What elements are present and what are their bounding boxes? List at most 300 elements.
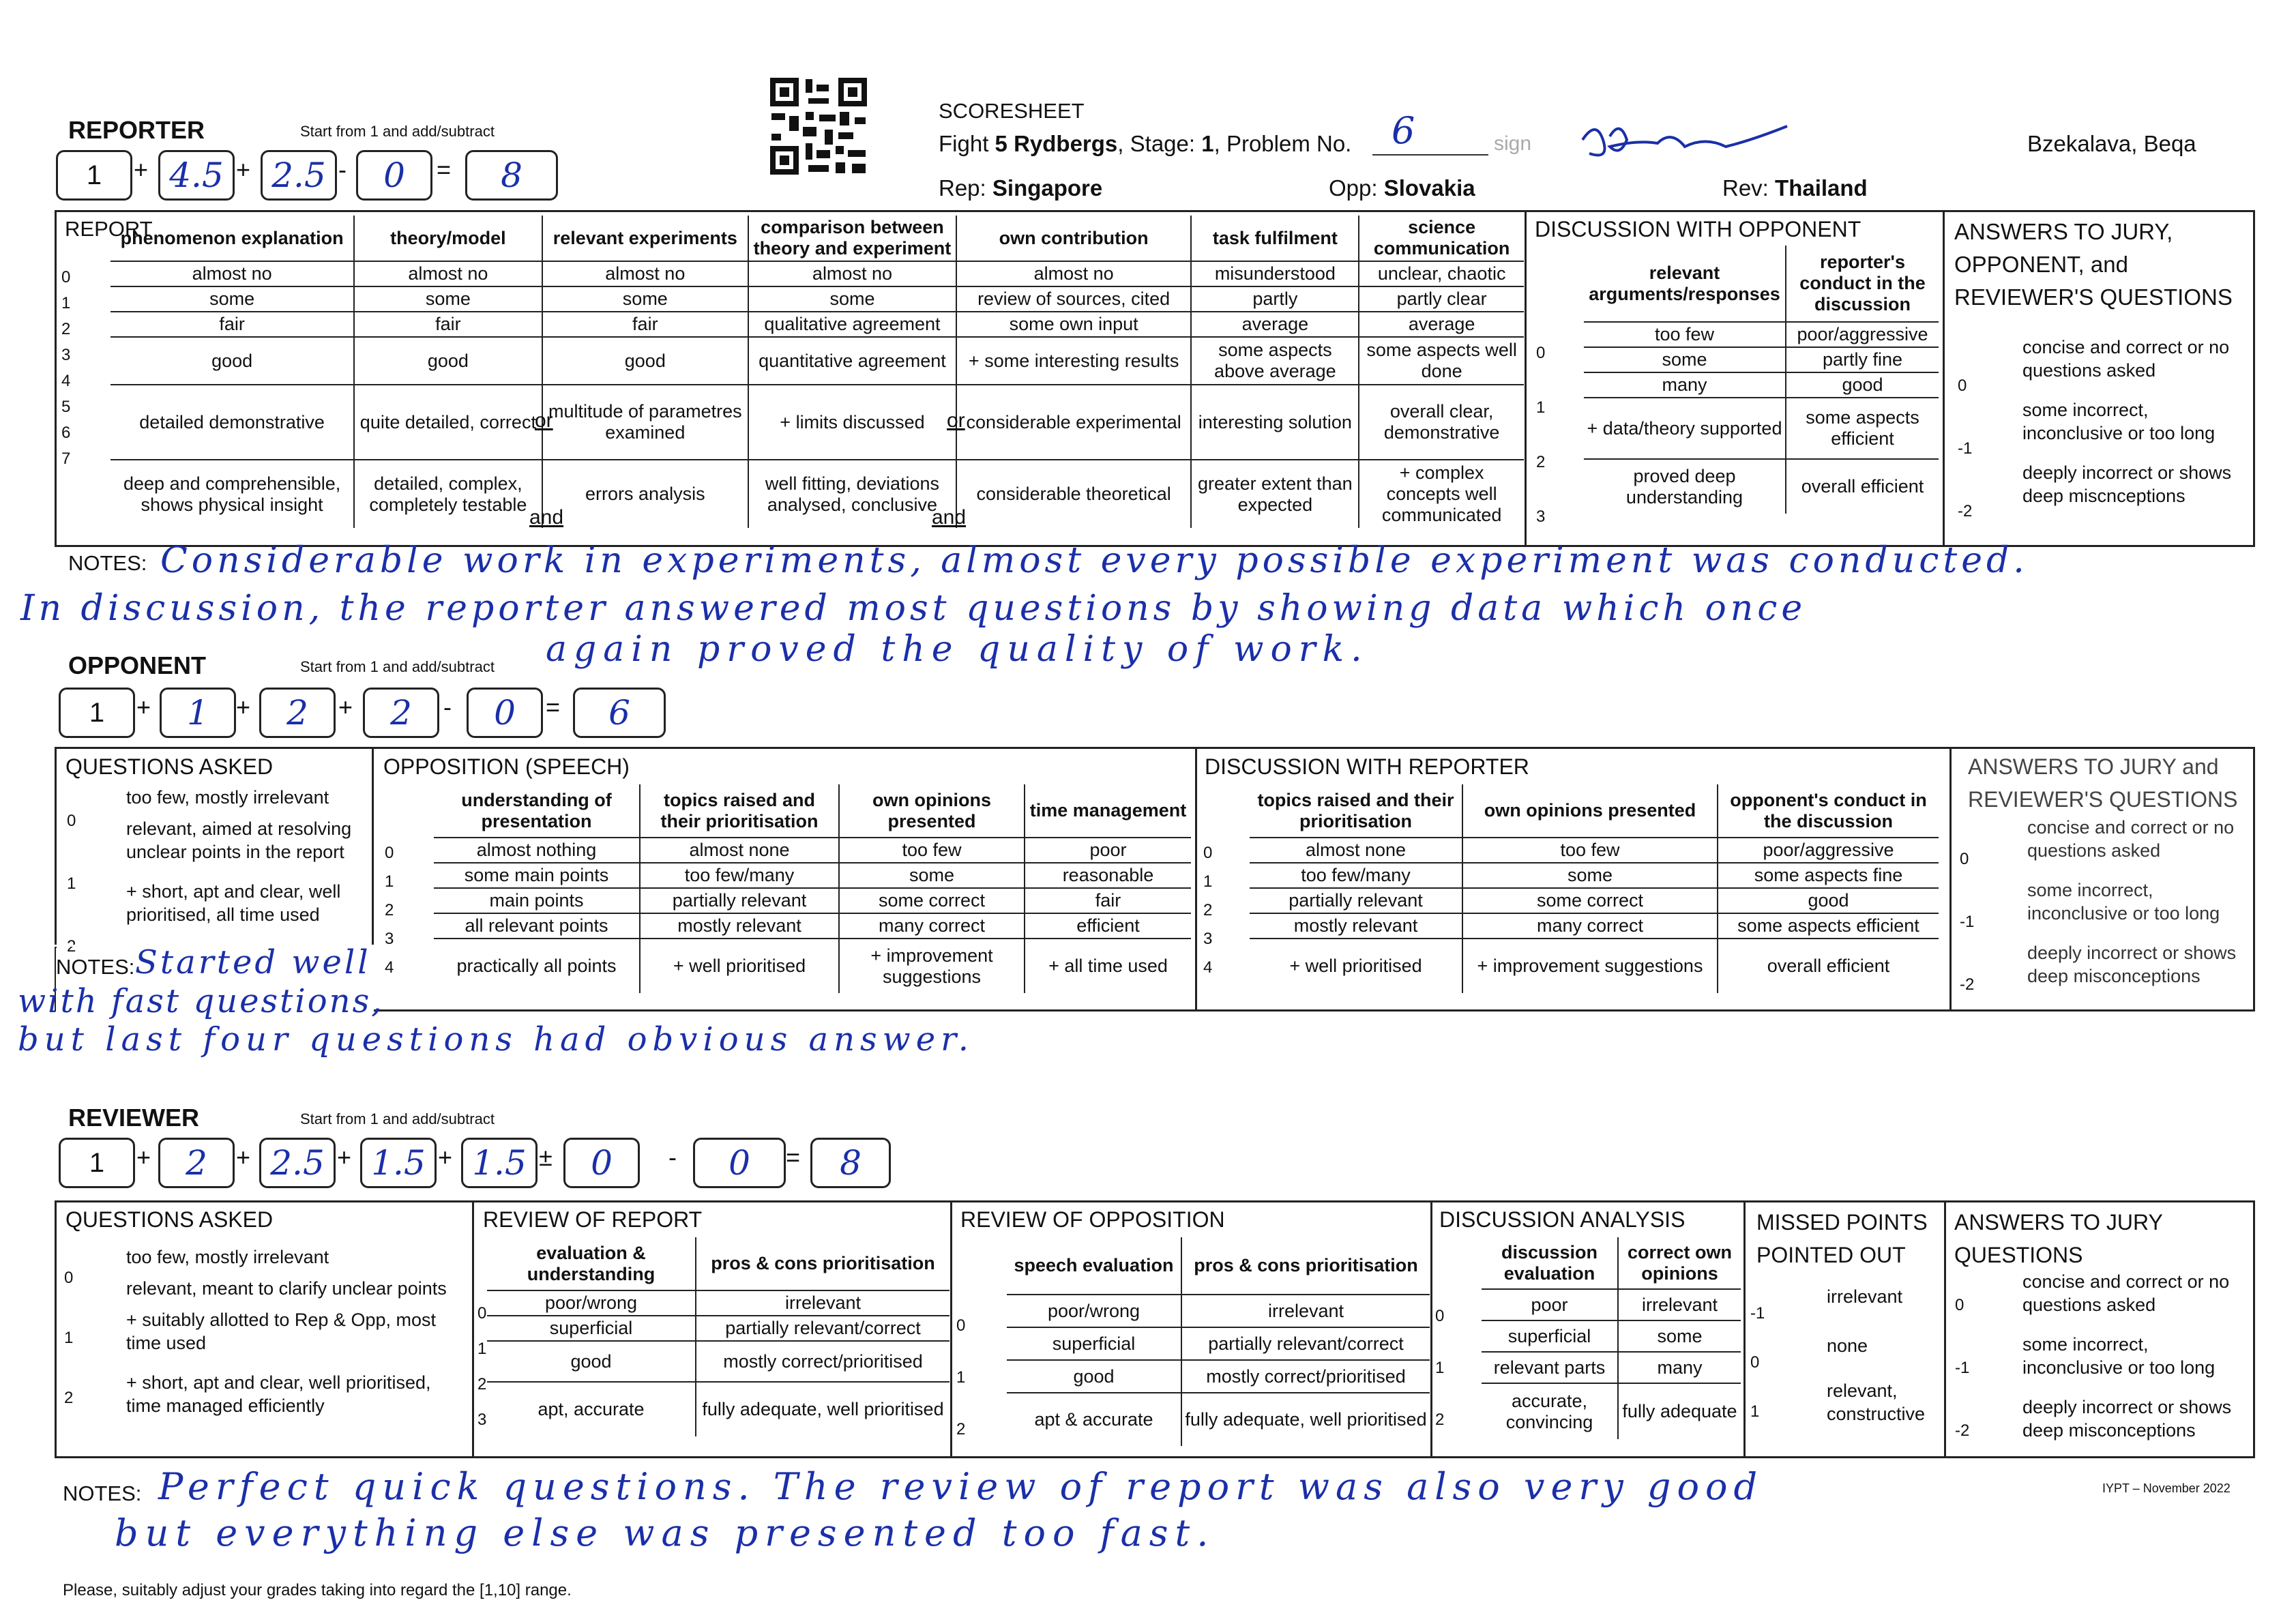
cell[interactable]: detailed demonstrative <box>111 385 354 460</box>
opp-questions-title: QUESTIONS ASKED <box>65 754 274 779</box>
cell[interactable]: poor/wrong <box>487 1290 696 1316</box>
reporter-title: REPORTER <box>68 116 205 144</box>
cell[interactable]: some <box>111 286 354 312</box>
opponent-total[interactable]: 6 <box>573 688 666 738</box>
opponent-score-d[interactable]: 0 <box>467 688 543 738</box>
cell[interactable]: fair <box>354 312 542 337</box>
signature <box>1569 113 1814 167</box>
cell[interactable]: + well prioritised <box>640 939 839 993</box>
cell[interactable]: some correct <box>1462 888 1718 913</box>
table-row <box>1482 1352 1741 1383</box>
reviewer-answers-title: ANSWERS TO JURY QUESTIONS <box>1954 1210 2163 1267</box>
row-num: 4 <box>385 958 394 977</box>
plus-sign: + <box>338 693 353 721</box>
minus-sign: - <box>338 156 347 183</box>
equals-sign: = <box>437 156 452 183</box>
opponent-score-a[interactable]: 1 <box>160 688 236 738</box>
opp-line <box>1329 175 1475 201</box>
row-num: 0 <box>385 844 394 862</box>
cell[interactable]: some <box>748 286 956 312</box>
cell[interactable]: well fitting, deviations analysed, conclusive <box>748 460 956 528</box>
cell[interactable]: quantitative agreement <box>748 337 956 385</box>
disc-reporter-title: DISCUSSION WITH REPORTER <box>1205 754 1529 779</box>
col-discussion-evaluation: discussion evaluation <box>1501 1241 1598 1284</box>
cell[interactable]: some <box>1584 347 1786 372</box>
disc-rep-numbers <box>1203 839 1212 982</box>
cell[interactable]: too few <box>1462 838 1718 863</box>
table-row <box>487 1382 950 1436</box>
or-label: or <box>535 409 553 432</box>
disc-reporter-table <box>1250 784 1939 993</box>
row-num: 0 <box>1750 1353 1760 1372</box>
table-row <box>111 261 1524 286</box>
opposition-table <box>434 784 1191 993</box>
opp-q-numbers <box>67 790 76 978</box>
cell[interactable]: superficial <box>487 1316 696 1341</box>
answer-option[interactable]: concise and correct or no questions asked <box>2027 817 2235 861</box>
cell[interactable]: irrelevant <box>696 1290 950 1316</box>
cell[interactable]: partly fine <box>1786 347 1939 372</box>
row-num: 3 <box>61 346 71 364</box>
cell[interactable]: poor/wrong <box>1007 1295 1181 1327</box>
reporter-base: 1 <box>56 150 132 201</box>
row-num: 7 <box>61 449 71 468</box>
cell[interactable]: poor/aggressive <box>1786 322 1939 347</box>
row-num: 4 <box>61 372 71 390</box>
row-num: 2 <box>1435 1411 1445 1429</box>
opposition-numbers <box>385 839 394 982</box>
cell[interactable]: almost no <box>956 261 1192 286</box>
cell[interactable]: some <box>354 286 542 312</box>
col-pros-cons: pros & cons prioritisation <box>696 1237 950 1290</box>
cell[interactable]: some aspects efficient <box>1718 913 1939 939</box>
row-num: 0 <box>1955 1296 1964 1314</box>
answer-option[interactable]: deeply incorrect or shows deep misconceptions <box>2022 1397 2232 1441</box>
row-num: 1 <box>385 872 394 891</box>
cell[interactable]: some main points <box>434 863 640 888</box>
table-row <box>434 939 1191 993</box>
col-opinions: own opinions presented <box>1462 784 1718 838</box>
cell[interactable]: many correct <box>1462 913 1718 939</box>
row-num: 0 <box>1960 850 1969 868</box>
table-row <box>1482 1383 1741 1439</box>
reporter-answers-title: ANSWERS TO JURY, OPPONENT, and REVIEWER'S QUESTIONS <box>1954 219 2233 310</box>
cell[interactable]: fully adequate <box>1618 1383 1741 1439</box>
opponent-hint: Start from 1 and add/subtract <box>300 658 495 675</box>
cell[interactable]: partly <box>1191 286 1359 312</box>
iypt-mark: IYPT – November 2022 <box>2102 1481 2231 1495</box>
cell[interactable]: detailed, complex, completely testable <box>354 460 542 528</box>
opp-label: Opp: <box>1329 175 1378 201</box>
col-speech-evaluation: speech evaluation <box>1014 1255 1174 1275</box>
cell[interactable]: some <box>542 286 749 312</box>
cell[interactable]: overall efficient <box>1718 939 1939 993</box>
cell[interactable]: all relevant points <box>434 913 640 939</box>
rr-numbers <box>477 1296 486 1438</box>
cell[interactable]: many <box>1618 1352 1741 1383</box>
answer-option[interactable]: deeply incorrect or shows deep miscnceptions <box>2022 462 2232 506</box>
review-report-title: REVIEW OF REPORT <box>483 1207 703 1232</box>
cell[interactable]: good <box>1718 888 1939 913</box>
cell[interactable]: overall clear, demonstrative <box>1359 385 1524 460</box>
cell[interactable]: apt, accurate <box>487 1382 696 1436</box>
row-num: 0 <box>1435 1307 1445 1325</box>
fight-name: Rydbergs <box>1014 131 1118 156</box>
reviewer-base: 1 <box>59 1138 135 1188</box>
answer-option[interactable]: some incorrect, inconclusive or too long <box>2022 400 2216 443</box>
rev-questions-title: QUESTIONS ASKED <box>65 1207 274 1232</box>
cell[interactable]: many correct <box>839 913 1025 939</box>
opponent-notes-label: NOTES: <box>56 955 135 979</box>
cell[interactable]: + improvement suggestions <box>1462 939 1718 993</box>
cell[interactable]: almost no <box>354 261 542 286</box>
divider <box>1949 747 1952 1012</box>
cell[interactable]: mostly relevant <box>1250 913 1462 939</box>
col-comparison: comparison between theory and experiment <box>748 216 956 261</box>
stage-label: Stage: <box>1130 131 1196 156</box>
cell[interactable]: + improvement suggestions <box>839 939 1025 993</box>
cell[interactable]: main points <box>434 888 640 913</box>
cell[interactable]: average <box>1359 312 1524 337</box>
plus-sign: + <box>134 156 149 183</box>
table-row <box>1250 888 1939 913</box>
row-num: 1 <box>61 294 71 312</box>
reviewer-note-line: but everything else was presented too fast. <box>115 1511 1216 1554</box>
and-label: and <box>932 506 967 529</box>
table-row <box>434 913 1191 939</box>
answer-option[interactable]: some incorrect, inconclusive or too long <box>2027 880 2220 924</box>
question-option[interactable]: relevant, aimed at resolving unclear points in the report <box>126 818 352 862</box>
cell[interactable]: irrelevant <box>1618 1289 1741 1320</box>
disc-opp-numbers <box>1536 326 1545 544</box>
cell[interactable]: + some interesting results <box>956 337 1192 385</box>
table-row <box>1250 838 1939 863</box>
cell[interactable]: good <box>1007 1360 1181 1393</box>
reviewer-score-a[interactable]: 2 <box>158 1138 235 1188</box>
report-criteria-table <box>111 216 1524 528</box>
problem-number: 6 <box>1392 109 1415 152</box>
cell[interactable]: average <box>1191 312 1359 337</box>
answers-numbers <box>1955 1274 1969 1462</box>
col-conduct: opponent's conduct in the discussion <box>1718 784 1939 838</box>
cell[interactable]: + all time used <box>1025 939 1191 993</box>
row-num: 2 <box>1536 453 1546 471</box>
cell[interactable]: practically all points <box>434 939 640 993</box>
opp-questions-list <box>126 786 365 934</box>
reviewer-score-f[interactable]: 0 <box>693 1138 786 1188</box>
cell[interactable]: good <box>111 337 354 385</box>
table-row <box>1007 1393 1430 1446</box>
divider <box>1525 210 1527 547</box>
cell[interactable]: efficient <box>1025 913 1191 939</box>
cell[interactable]: mostly correct/prioritised <box>696 1341 950 1382</box>
cell[interactable]: + data/theory supported <box>1584 398 1786 459</box>
divider <box>1430 1200 1432 1458</box>
table-row <box>1250 913 1939 939</box>
cell[interactable]: good <box>354 337 542 385</box>
reporter-score-c[interactable]: 0 <box>356 150 432 201</box>
missed-option[interactable]: relevant, constructive <box>1827 1381 1926 1424</box>
table-row <box>487 1316 950 1341</box>
reporter-score-b[interactable]: 2.5 <box>261 150 337 201</box>
cell[interactable]: good <box>542 337 749 385</box>
cell[interactable]: accurate, convincing <box>1482 1383 1618 1439</box>
answer-option[interactable]: some incorrect, inconclusive or too long <box>2022 1334 2216 1378</box>
row-num: 0 <box>1203 844 1213 862</box>
cell[interactable]: too few <box>1584 322 1786 347</box>
discussion-analysis-title: DISCUSSION ANALYSIS <box>1439 1207 1686 1232</box>
equals-sign: = <box>546 693 561 721</box>
cell[interactable]: superficial <box>1482 1320 1618 1352</box>
cell[interactable]: almost nothing <box>434 838 640 863</box>
cell[interactable]: partially relevant/correct <box>696 1316 950 1341</box>
reviewer-score-c[interactable]: 1.5 <box>360 1138 437 1188</box>
cell[interactable]: fully adequate, well prioritised <box>696 1382 950 1436</box>
row-num: -1 <box>1960 913 1975 931</box>
reviewer-notes-label: NOTES: <box>63 1481 142 1505</box>
row-num: 2 <box>477 1375 487 1393</box>
cell[interactable]: fully adequate, well prioritised <box>1181 1393 1430 1446</box>
cell[interactable]: almost no <box>748 261 956 286</box>
col-opinions: own opinions presented <box>839 784 1025 838</box>
rep-label: Rep: <box>939 175 986 201</box>
table-row <box>1482 1320 1741 1352</box>
table-row <box>1250 939 1939 993</box>
col-understanding: understanding of presentation <box>461 789 612 831</box>
missed-option[interactable]: none <box>1827 1335 1868 1356</box>
cell[interactable]: superficial <box>1007 1327 1181 1360</box>
cell[interactable]: too few <box>839 838 1025 863</box>
cell[interactable]: overall efficient <box>1786 459 1939 514</box>
minus-sign: - <box>668 1143 677 1171</box>
cell[interactable]: greater extent than expected <box>1191 460 1359 528</box>
cell[interactable]: qualitative agreement <box>748 312 956 337</box>
cell[interactable]: poor <box>1025 838 1191 863</box>
report-corner-label: REPORT <box>65 217 153 241</box>
cell[interactable]: misunderstood <box>1191 261 1359 286</box>
answers-numbers <box>1960 828 1974 1016</box>
cell[interactable]: some <box>839 863 1025 888</box>
cell[interactable]: apt & accurate <box>1007 1393 1181 1446</box>
rev-line <box>1722 175 1868 201</box>
col-arguments: relevant arguments/responses <box>1589 262 1780 304</box>
cell[interactable]: relevant parts <box>1482 1352 1618 1383</box>
table-row <box>111 460 1524 528</box>
row-num: 3 <box>1536 507 1546 526</box>
cell[interactable]: almost no <box>542 261 749 286</box>
cell[interactable]: too few/many <box>1250 863 1462 888</box>
row-num: -2 <box>1955 1421 1970 1440</box>
cell[interactable]: fair <box>1025 888 1191 913</box>
cell[interactable]: poor <box>1482 1289 1618 1320</box>
qr-code <box>767 75 870 177</box>
question-option[interactable]: too few, mostly irrelevant <box>126 1247 329 1267</box>
divider <box>950 1200 952 1458</box>
row-num: 6 <box>61 424 71 442</box>
cell[interactable]: some <box>1618 1320 1741 1352</box>
cell[interactable]: irrelevant <box>1181 1295 1430 1327</box>
reviewer-score-d[interactable]: 1.5 <box>461 1138 538 1188</box>
rep-line <box>939 175 1102 201</box>
rev-q-numbers <box>64 1248 73 1428</box>
opponent-score-c[interactable]: 2 <box>363 688 439 738</box>
cell[interactable]: mostly correct/prioritised <box>1181 1360 1430 1393</box>
cell[interactable]: unclear, chaotic <box>1359 261 1524 286</box>
minus-sign: - <box>443 693 452 721</box>
plus-sign: + <box>136 693 151 721</box>
table-row <box>1250 863 1939 888</box>
missed-option[interactable]: irrelevant <box>1827 1286 1903 1307</box>
cell[interactable]: fair <box>111 312 354 337</box>
question-option[interactable]: relevant, meant to clarify unclear points <box>126 1278 447 1299</box>
answer-option[interactable]: concise and correct or no questions asked <box>2022 1271 2230 1315</box>
row-num: 2 <box>956 1420 966 1438</box>
reporter-notes-label: NOTES: <box>68 551 147 575</box>
fight-line: Fight 5 Rydbergs, Stage: 1, Problem No. <box>939 131 1352 156</box>
row-num: 2 <box>64 1389 74 1407</box>
cell[interactable]: some correct <box>839 888 1025 913</box>
mp-numbers <box>1750 1289 1765 1436</box>
row-num: 4 <box>1203 958 1213 977</box>
table-row <box>1007 1360 1430 1393</box>
problem-underline <box>1372 154 1488 156</box>
opponent-title: OPPONENT <box>68 651 207 679</box>
table-row <box>487 1341 950 1382</box>
table-row <box>434 838 1191 863</box>
question-option[interactable]: + suitably allotted to Rep & Opp, most time used <box>126 1310 436 1353</box>
row-num: 1 <box>1536 398 1546 417</box>
cell[interactable]: poor/aggressive <box>1718 838 1939 863</box>
reporter-note-line: Considerable work in experiments, almost every possible experiment was conducted. <box>160 540 2029 581</box>
plus-sign: + <box>236 693 251 721</box>
divider <box>472 1200 474 1458</box>
disc-opponent-table <box>1584 246 1939 514</box>
col-time: time management <box>1025 784 1191 838</box>
row-num: 0 <box>1958 377 1967 395</box>
rev-questions-list <box>126 1245 467 1434</box>
cell[interactable]: good <box>487 1341 696 1382</box>
opponent-answers-list <box>2027 816 2249 1004</box>
cell[interactable]: some aspects above average <box>1191 337 1359 385</box>
reviewer-score-e[interactable]: 0 <box>563 1138 640 1188</box>
reviewer-total[interactable]: 8 <box>810 1138 891 1188</box>
cell[interactable]: partially relevant <box>640 888 839 913</box>
table-row <box>434 863 1191 888</box>
missed-points-title: MISSED POINTS POINTED OUT <box>1756 1210 1928 1267</box>
cell[interactable]: proved deep understanding <box>1584 459 1786 514</box>
answers-numbers <box>1958 355 1972 543</box>
cell[interactable]: almost no <box>111 261 354 286</box>
question-option[interactable]: too few, mostly irrelevant <box>126 787 329 808</box>
cell[interactable]: some aspects efficient <box>1786 398 1939 459</box>
col-conduct: reporter's conduct in the discussion <box>1786 246 1939 322</box>
cell[interactable]: almost none <box>1250 838 1462 863</box>
row-num: 0 <box>67 812 76 830</box>
row-num: 0 <box>1536 344 1546 362</box>
cell[interactable]: many <box>1584 372 1786 398</box>
cell[interactable]: considerable experimental <box>956 385 1192 460</box>
cell[interactable]: + limits discussed <box>748 385 956 460</box>
row-num: 3 <box>477 1411 487 1429</box>
cell[interactable]: reasonable <box>1025 863 1191 888</box>
table-row <box>1584 372 1939 398</box>
disc-opponent-title: DISCUSSION WITH OPPONENT <box>1535 217 1861 241</box>
table-row <box>1584 347 1939 372</box>
cell[interactable]: some own input <box>956 312 1192 337</box>
reporter-score-a[interactable]: 4.5 <box>158 150 235 201</box>
col-communication: science communication <box>1359 216 1524 261</box>
row-num: -2 <box>1960 975 1975 994</box>
row-num: 2 <box>61 320 71 338</box>
cell[interactable]: + complex concepts well communicated <box>1359 460 1524 528</box>
row-num: -1 <box>1958 439 1973 458</box>
cell[interactable]: some aspects well done <box>1359 337 1524 385</box>
cell[interactable]: partly clear <box>1359 286 1524 312</box>
row-num: 2 <box>1203 901 1213 919</box>
col-topics: topics raised and their prioritisation <box>640 784 839 838</box>
table-row <box>1584 459 1939 514</box>
cell[interactable]: partially relevant/correct <box>1181 1327 1430 1360</box>
rev-team: Thailand <box>1775 175 1868 201</box>
question-option[interactable]: + short, apt and clear, well prioritised, all time used <box>126 881 341 925</box>
plus-sign: + <box>337 1143 352 1171</box>
table-row <box>111 337 1524 385</box>
cell[interactable]: some aspects fine <box>1718 863 1939 888</box>
row-num: 3 <box>1203 930 1213 948</box>
fight-prefix: Fight <box>939 131 989 156</box>
answer-option[interactable]: deeply incorrect or shows deep misconceptions <box>2027 943 2237 986</box>
reporter-total[interactable]: 8 <box>465 150 558 201</box>
table-row <box>1482 1289 1741 1320</box>
cell[interactable]: interesting solution <box>1191 385 1359 460</box>
answer-option[interactable]: concise and correct or no questions asked <box>2022 337 2230 381</box>
cell[interactable]: considerable theoretical <box>956 460 1192 528</box>
row-num: 0 <box>61 268 71 286</box>
opponent-answers-title: ANSWERS TO JURY and REVIEWER'S QUESTIONS <box>1968 754 2238 812</box>
cell[interactable]: too few/many <box>640 863 839 888</box>
row-num: 1 <box>1203 872 1213 891</box>
cell[interactable]: + well prioritised <box>1250 939 1462 993</box>
table-row <box>487 1290 950 1316</box>
table-row <box>1584 322 1939 347</box>
cell[interactable]: fair <box>542 312 749 337</box>
col-phenomenon: phenomenon explanation <box>120 227 344 248</box>
table-row <box>111 312 1524 337</box>
cell[interactable]: deep and comprehensible, shows physical insight <box>111 460 354 528</box>
discussion-analysis-table <box>1482 1237 1741 1439</box>
cell[interactable]: review of sources, cited <box>956 286 1192 312</box>
row-num: -1 <box>1750 1304 1765 1323</box>
table-row <box>111 385 1524 460</box>
col-pros-cons: pros & cons prioritisation <box>1181 1237 1430 1295</box>
cell[interactable]: multitude of parametres examined <box>542 385 749 460</box>
problem-label: Problem No. <box>1226 131 1352 156</box>
cell[interactable]: partially relevant <box>1250 888 1462 913</box>
question-option[interactable]: + short, apt and clear, well prioritised, time managed efficiently <box>126 1372 431 1416</box>
cell[interactable]: errors analysis <box>542 460 749 528</box>
review-opposition-title: REVIEW OF OPPOSITION <box>960 1207 1225 1232</box>
table-row <box>1007 1295 1430 1327</box>
row-num: 1 <box>1750 1402 1760 1421</box>
opponent-score-b[interactable]: 2 <box>259 688 336 738</box>
reviewer-score-b[interactable]: 2.5 <box>259 1138 336 1188</box>
cell[interactable]: good <box>1786 372 1939 398</box>
cell[interactable]: quite detailed, correct <box>354 385 542 460</box>
reporter-note-line: In discussion, the reporter answered most questions by showing data which once <box>20 588 1807 629</box>
cell[interactable]: almost none <box>640 838 839 863</box>
cell[interactable]: mostly relevant <box>640 913 839 939</box>
cell[interactable]: some <box>1462 863 1718 888</box>
